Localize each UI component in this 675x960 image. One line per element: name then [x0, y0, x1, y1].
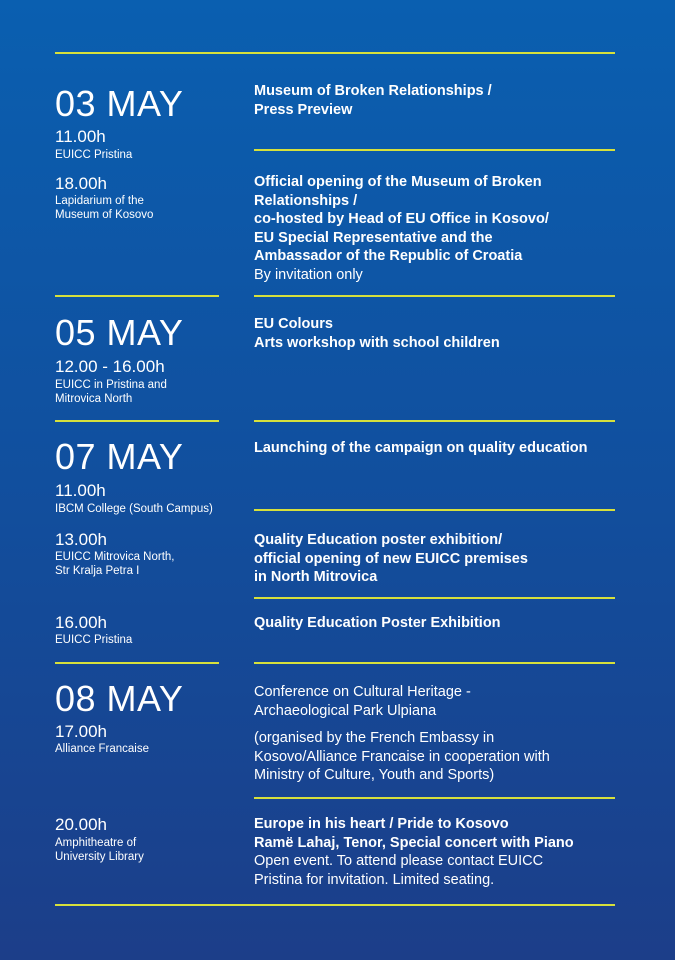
venue-line: Museum of Kosovo [55, 209, 154, 221]
event-note-line: Ministry of Culture, Youth and Sports) [254, 767, 495, 783]
event-note-line: Pristina for invitation. Limited seating. [254, 871, 495, 888]
venue-line: Str Kralja Petra I [55, 565, 140, 577]
event-title-line: Ambassador of the Republic of Croatia [254, 248, 523, 264]
event-venue: Alliance Francaise [55, 743, 149, 755]
event-title-line: in North Mitrovica [254, 569, 378, 585]
event-title-line: Ramë Lahaj, Tenor, Special concert with Piano [254, 834, 574, 851]
event-title [254, 82, 604, 119]
divider-rule [254, 149, 615, 151]
date-heading: 07 MAY [55, 436, 184, 477]
venue-line: EUICC in Pristina and [55, 379, 167, 391]
event-title-line: Quality Education poster exhibition/ [254, 532, 503, 548]
event-title-line: Arts workshop with school children [254, 334, 500, 351]
event-venue [55, 194, 153, 222]
event-title [254, 173, 604, 284]
event-venue [55, 836, 144, 864]
event-title [254, 683, 604, 720]
event-title-line: EU Colours [254, 316, 333, 332]
event-time: 13.00h [55, 530, 107, 549]
event-venue: EUICC Pristina [55, 149, 133, 161]
divider-rule [254, 295, 615, 297]
divider-rule [55, 52, 615, 54]
event-title-line: co-hosted by Head of EU Office in Kosovo/ [254, 211, 549, 227]
event-title-line: Quality Education Poster Exhibition [254, 615, 501, 631]
event-title-line: EU Special Representative and the [254, 229, 493, 246]
event-time: 20.00h [55, 815, 107, 834]
divider-rule [254, 420, 615, 422]
event-time: 18.00h [55, 174, 107, 193]
event-note-line: Kosovo/Alliance Francaise in cooperation with [254, 748, 550, 765]
event-note-line: Open event. To attend please contact EUICC [254, 853, 544, 869]
event-title [254, 531, 604, 587]
divider-rule [55, 420, 219, 422]
event-title-line: Official opening of the Museum of Broken [254, 174, 542, 190]
event-title [254, 439, 604, 458]
event-venue: EUICC Pristina [55, 634, 133, 646]
date-heading: 05 MAY [55, 312, 184, 353]
event-venue: IBCM College (South Campus) [55, 503, 213, 515]
event-title-line: Europe in his heart / Pride to Kosovo [254, 816, 509, 832]
event-time: 17.00h [55, 722, 107, 741]
event-title [254, 315, 604, 352]
divider-rule [254, 509, 615, 511]
divider-rule [254, 797, 615, 799]
event-title-line: Press Preview [254, 101, 353, 118]
divider-rule [254, 597, 615, 599]
venue-line: EUICC Mitrovica North, [55, 551, 175, 563]
event-title-line: Relationships / [254, 192, 358, 209]
event-title [254, 815, 604, 889]
event-venue [55, 378, 167, 406]
divider-rule [55, 295, 219, 297]
event-title-line: official opening of new EUICC premises [254, 550, 528, 567]
divider-rule [55, 662, 219, 664]
venue-line: Amphitheatre of [55, 837, 137, 849]
event-time: 11.00h [55, 127, 106, 146]
event-time: 12.00 - 16.00h [55, 357, 165, 376]
event-time: 11.00h [55, 481, 106, 500]
event-title [254, 614, 604, 633]
event-time: 16.00h [55, 613, 107, 632]
event-title-line: Conference on Cultural Heritage - [254, 684, 471, 700]
venue-line: Mitrovica North [55, 393, 133, 405]
venue-line: University Library [55, 851, 144, 863]
event-note [254, 729, 604, 785]
date-heading: 08 MAY [55, 678, 184, 719]
divider-rule [55, 904, 615, 906]
event-note-line: (organised by the French Embassy in [254, 730, 495, 746]
event-title-line: Launching of the campaign on quality education [254, 440, 588, 456]
venue-line: Lapidarium of the [55, 195, 144, 207]
date-heading: 03 MAY [55, 83, 184, 124]
divider-rule [254, 662, 615, 664]
event-venue [55, 550, 175, 578]
event-title-line: Archaeological Park Ulpiana [254, 702, 437, 719]
event-title-line: Museum of Broken Relationships / [254, 83, 492, 99]
event-note: By invitation only [254, 266, 363, 283]
